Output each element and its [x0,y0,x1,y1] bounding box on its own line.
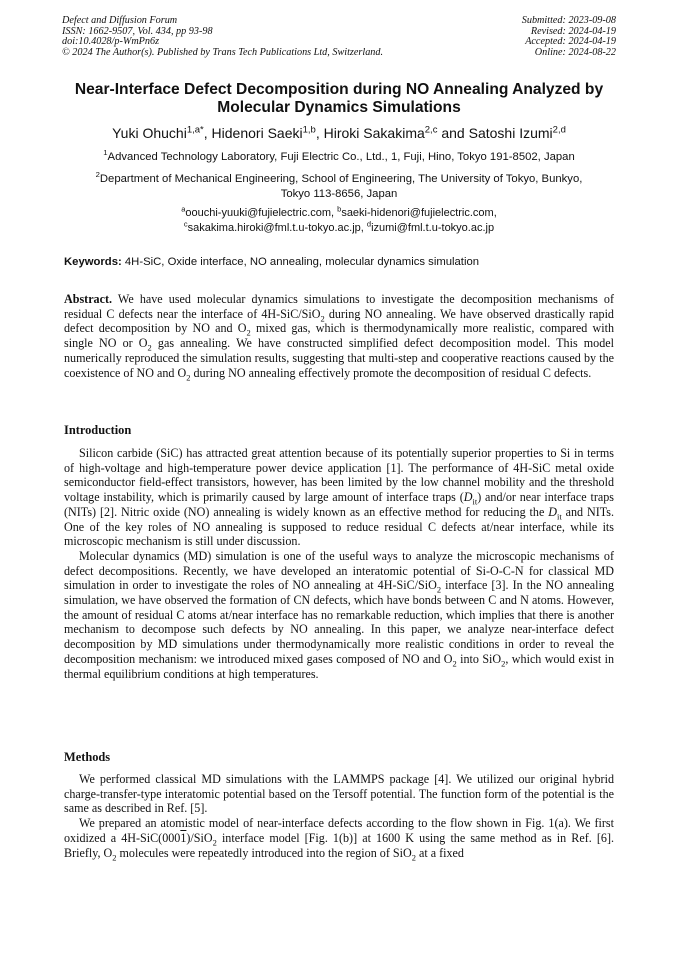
author-separator: , [315,125,324,141]
author-name: Yuki Ohuchi [112,125,187,141]
date-online: Online: 2024-08-22 [534,46,616,58]
paragraph-text: molecules were repeatedly introduced into the region of SiO [116,845,412,860]
paragraph-text: Silicon carbide (SiC) has attracted great attention because of its potentially superior properties to Si in terms of high-voltage and high-temperature power device application [1]. The performance of 4H-SiC metal oxide semiconductor field-effect transistors, however, has been limited by the low channel mobility and the threshold voltage instability, which is primarily caused by large amount of interface traps ( [64,446,614,505]
author-name: Hidenori Saeki [211,125,303,141]
paragraph [64,816,614,860]
affiliation-mark: 1 [103,148,108,158]
author-list [40,124,638,142]
paragraph-text: )/SiO [186,830,213,845]
paragraph [64,772,614,816]
date-accepted: Accepted: 2024-04-19 [525,36,616,47]
abstract-text: mixed gas, which is thermodynamically more realistic, compared with single NO or O [64,321,614,351]
paragraph-text: interface [3]. In the NO annealing simulation, we have observed the formation of CN defects, which have bonds between C and N atoms. However, the amount of residual C atoms at/near interface has no remarkable reduction, which implies that there is another mechanism to decompose such defects by NO annealing. In this paper, we analyze near-interface defect decomposition by MD simulations under thermodynamically more realistic conditions in order to reveal the decomposition mechanism: we introduced mixed gases composed of NO and O [64,578,614,666]
paragraph-text: ) and/or near interface traps (NITs) [2]. Nitric oxide (NO) annealing is widely known as an effective method for reducing the [64,490,614,519]
italic-symbol: D [463,490,473,505]
subscript: 2 [411,851,416,862]
journal-copyright: © 2024 The Author(s). Published by Trans Tech Publications Ltd, Switzerland. [62,46,384,58]
subscript: 2 [501,658,506,669]
paper-title [40,81,638,117]
keywords-text: 4H-SiC, Oxide interface, NO annealing, molecular dynamics simulation [121,256,480,268]
subscript: 2 [212,837,217,848]
abstract-text: gas annealing. We have constructed simplified defect decomposition model. This model numerically reproduced the simulation results, suggesting that multi-step and cooperative reactions caused by the coexistence of NO and O [64,336,615,380]
affiliation-mark: 2 [95,170,100,180]
overline-index: 1 [180,830,187,845]
abstract-text: during NO annealing. We have observed drastically rapid defect decomposition by NO and O [64,306,614,336]
paragraph-text: We prepared an atomistic model of near-interface defects according to the flow shown in Fig. 1(a). We first oxidized a 4H-SiC(000 [64,816,614,845]
paragraph-text: Molecular dynamics (MD) simulation is one of the useful ways to analyze the microscopic mechanisms of defect decompositions. Recently, we have developed an interatomic potential of Si-O-C-N for classical MD simulation in order to investigate the roles of NO annealing at 4H-SiC/SiO [64,548,614,593]
subscript: 2 [147,342,152,353]
paragraph-text: We performed classical MD simulations with the LAMMPS package [4]. We utilized our original hybrid charge-transfer-type interatomic potential based on the Tersoff potential. The function form of the potential is the same as described in Ref. [5]. [64,772,614,816]
subscript: it [556,511,562,522]
italic-symbol: D [548,504,557,519]
subscript: 2 [320,313,325,324]
title-line-1: Near-Interface Defect Decomposition during NO Annealing Analyzed by [74,81,604,98]
journal-doi[interactable]: doi:10.4028/p-WmPn6z [62,36,160,47]
author-affiliation-mark: 1,a* [186,124,204,136]
section-heading-introduction: Introduction [64,423,132,437]
abstract-text: during NO annealing effectively promote the decomposition of residual C defects. [190,365,592,380]
paragraph [64,549,614,681]
date-revised: Revised: 2024-04-19 [530,25,616,37]
journal-header [62,16,616,58]
title-line-2: Molecular Dynamics Simulations [217,99,461,116]
affiliation-text: Advanced Technology Laboratory, Fuji Electric Co., Ltd., 1, Fuji, Hino, Tokyo 191-8502, Japan [107,151,575,163]
abstract-text: We have used molecular dynamics simulations to investigate the decomposition mechanisms of residual C defects near the interface of 4H-SiC/SiO [64,292,614,321]
email-link[interactable]: oouchi-yuuki@fujielectric.com, [185,207,338,219]
email-mark: d [366,219,372,229]
email-mark: b [337,204,342,214]
paragraph-text: into SiO [456,651,502,666]
author-name: Hiroki Sakakima [323,125,425,141]
date-submitted: Submitted: 2023-09-08 [521,15,616,26]
author-separator: and [437,125,469,141]
subscript: 2 [246,327,251,338]
methods-body [64,772,614,860]
email-mark: c [183,219,188,229]
author-separator: , [203,125,212,141]
author-name: Satoshi Izumi [468,125,553,141]
affiliation-text: Department of Mechanical Engineering, School of Engineering, The University of Tokyo, Bunkyo, [99,173,583,185]
abstract-label: Abstract. [64,292,113,306]
keywords-label: Keywords: [64,256,122,268]
affiliation-2 [60,172,618,202]
paragraph [64,446,614,549]
email-link[interactable]: izumi@fml.t.u-tokyo.ac.jp [371,222,495,234]
affiliation-1 [60,150,618,165]
email-link[interactable]: saeki-hidenori@fujielectric.com, [341,207,497,219]
subscript: 2 [112,851,117,862]
author-affiliation-mark: 2,c [424,124,438,136]
paragraph-text: at a fixed [415,845,464,860]
publication-dates [522,16,616,58]
paragraph-text: , which would exist in thermal equilibrium conditions at high temperatures. [64,651,614,681]
subscript: 2 [186,371,191,382]
paragraph-text: and NITs. One of the key roles of NO annealing is supposed to reduce residual C defects at/near interface, while its microscopic mechanism is still under discussion. [64,504,614,549]
paragraph-text: interface model [Fig. 1(b)] at 1600 K using the same method as in Ref. [6]. Briefly, O [64,830,615,860]
author-affiliation-mark: 2,d [552,124,566,136]
journal-info [62,16,383,58]
keywords [64,256,618,268]
abstract [64,292,614,380]
introduction-body [64,446,614,681]
author-emails [60,206,618,236]
subscript: 2 [436,584,442,595]
email-mark: a [181,204,186,214]
journal-issn: ISSN: 1662-9507, Vol. 434, pp 93-98 [62,25,213,37]
author-affiliation-mark: 1,b [302,124,316,136]
affiliation-text: Tokyo 113-8656, Japan [280,188,398,200]
subscript: it [472,496,478,507]
subscript: 2 [452,658,457,669]
email-link[interactable]: sakakima.hiroki@fml.t.u-tokyo.ac.jp, [187,222,367,234]
section-heading-methods: Methods [64,750,111,764]
journal-name: Defect and Diffusion Forum [62,15,178,26]
